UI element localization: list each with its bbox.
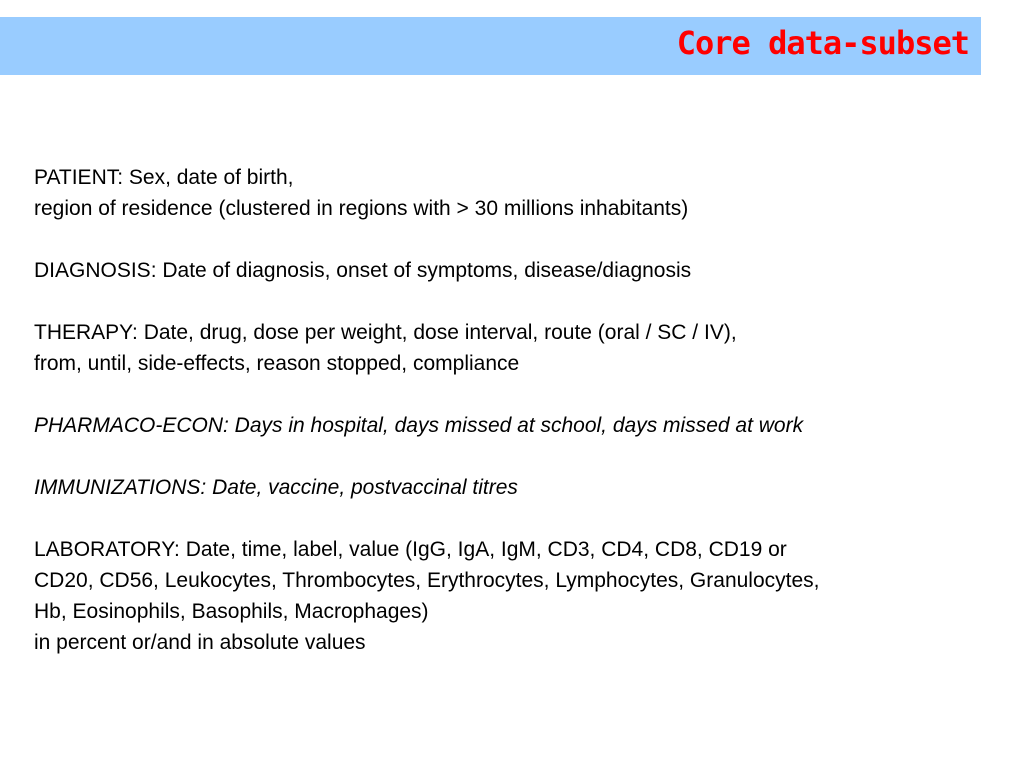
section-line: from, until, side-effects, reason stopped, compliance [34, 352, 520, 375]
section-line: Hb, Eosinophils, Basophils, Macrophages) [34, 600, 429, 623]
section-immunizations [34, 472, 1009, 503]
section-line: PHARMACO-ECON: Days in hospital, days missed at school, days missed at work [34, 414, 804, 437]
section-line: IMMUNIZATIONS: Date, vaccine, postvaccinal titres [34, 476, 518, 499]
section-laboratory [34, 534, 1009, 658]
section-line: PATIENT: Sex, date of birth, [34, 166, 294, 189]
section-diagnosis [34, 255, 1009, 286]
slide-body [34, 162, 1009, 658]
section-line: in percent or/and in absolute values [34, 631, 366, 654]
section-line: THERAPY: Date, drug, dose per weight, dose interval, route (oral / SC / IV), [34, 321, 737, 344]
section-line: CD20, CD56, Leukocytes, Thrombocytes, Erythrocytes, Lymphocytes, Granulocytes, [34, 569, 820, 592]
section-line: LABORATORY: Date, time, label, value (IgG, IgA, IgM, CD3, CD4, CD8, CD19 or [34, 538, 787, 561]
section-therapy [34, 317, 1009, 379]
section-line: region of residence (clustered in regions with > 30 millions inhabitants) [34, 197, 689, 220]
section-patient [34, 162, 1009, 224]
section-pharmaco-econ [34, 410, 1009, 441]
title-bar [0, 17, 981, 75]
section-line: DIAGNOSIS: Date of diagnosis, onset of symptoms, disease/diagnosis [34, 259, 692, 282]
slide-title: Core data-subset [676, 24, 969, 62]
